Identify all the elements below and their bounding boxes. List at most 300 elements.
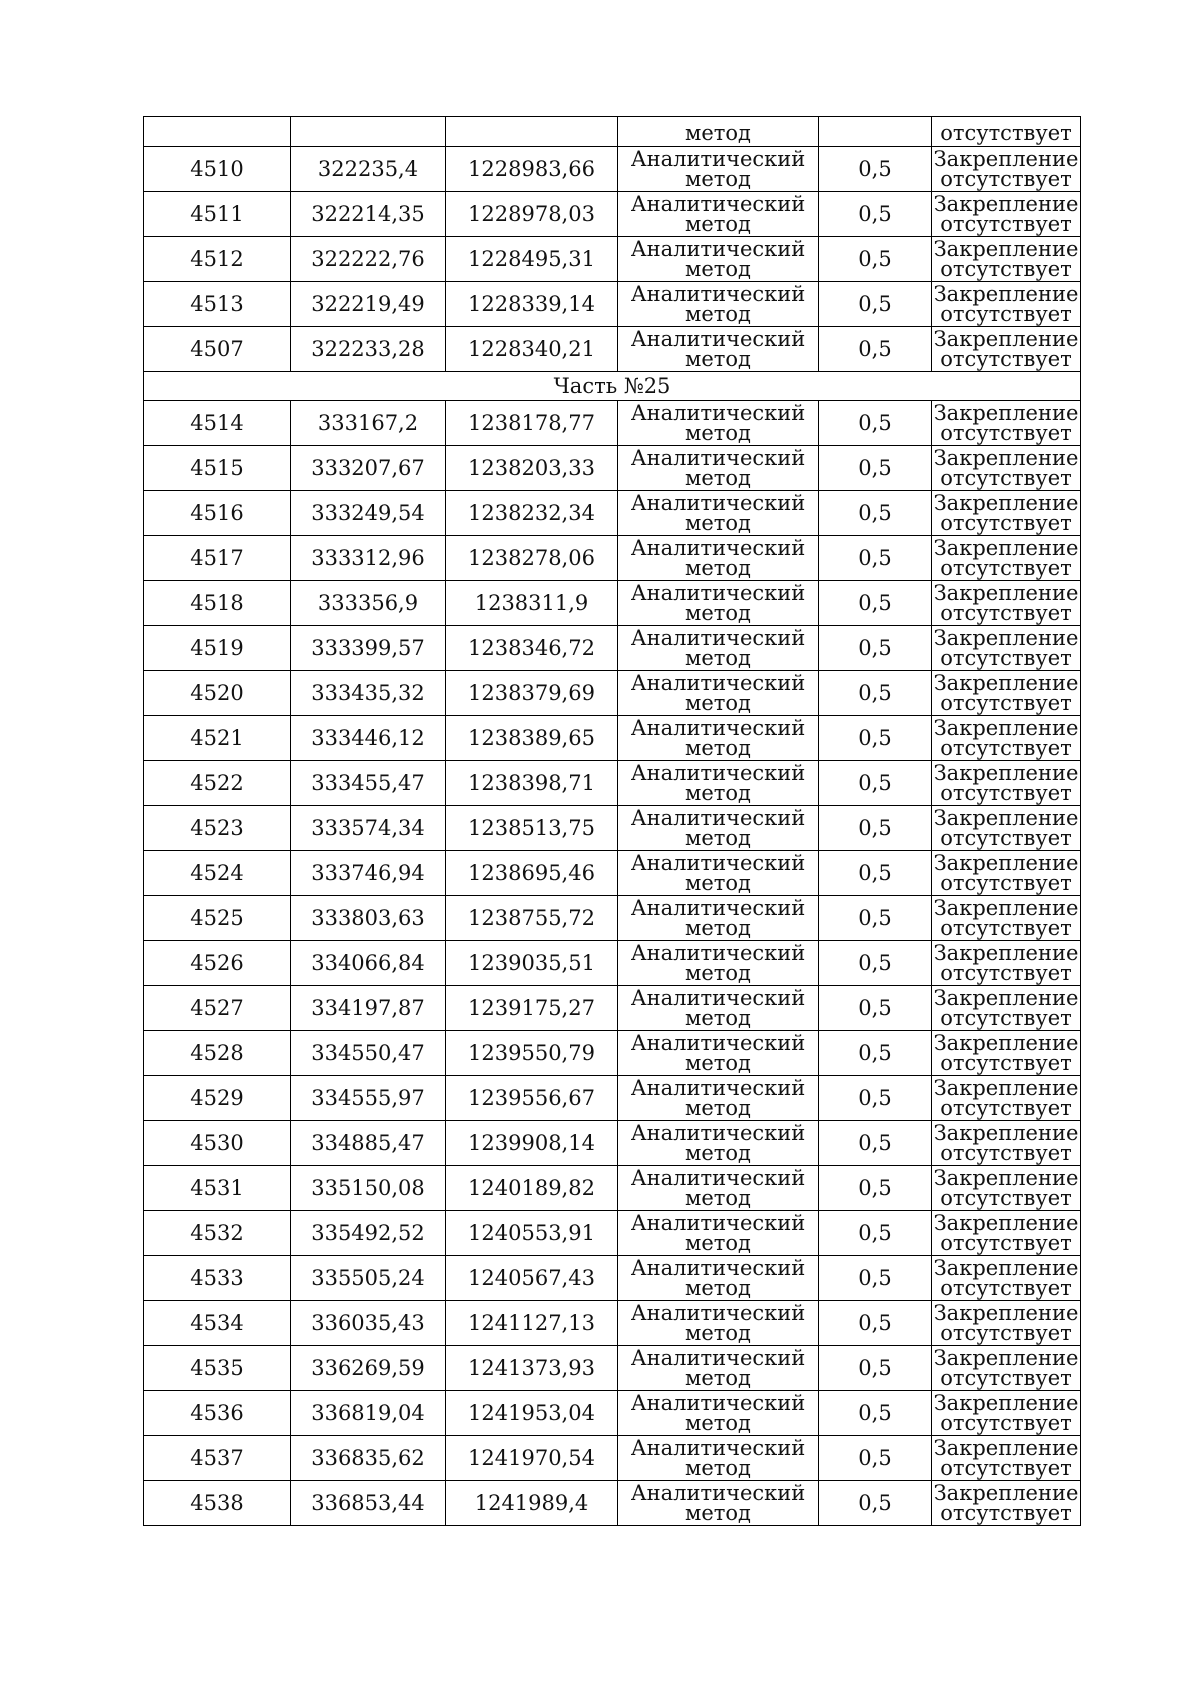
y-coordinate-cell: 1228495,31 [446, 237, 618, 282]
accuracy-cell: 0,5 [819, 1031, 932, 1076]
method-line-1: Аналитический [630, 670, 806, 695]
table-row [144, 896, 1081, 941]
y-coordinate-cell: 1228983,66 [446, 147, 618, 192]
fixing-cell [932, 1256, 1081, 1301]
y-coordinate-cell: 1228978,03 [446, 192, 618, 237]
x-coordinate-cell: 334066,84 [291, 941, 446, 986]
method-line-2: метод [685, 600, 751, 625]
method-cell [618, 1076, 819, 1121]
fixing-cell [932, 282, 1081, 327]
fixing-cell [932, 147, 1081, 192]
point-number-cell: 4511 [144, 192, 291, 237]
fixing-line-1: Закрепление [933, 985, 1079, 1010]
fixing-cell [932, 1436, 1081, 1481]
method-line-1: Аналитический [630, 281, 806, 306]
fixing-cell [932, 491, 1081, 536]
method-line-1: Аналитический [630, 1030, 806, 1055]
method-cell [618, 192, 819, 237]
method-text: метод [685, 121, 751, 145]
method-line-2: метод [685, 1050, 751, 1075]
method-line-1: Аналитический [630, 1075, 806, 1100]
table-row [144, 192, 1081, 237]
table-row [144, 806, 1081, 851]
accuracy-cell: 0,5 [819, 1211, 932, 1256]
method-cell [618, 941, 819, 986]
y-coordinate-cell: 1238203,33 [446, 446, 618, 491]
point-number-cell: 4520 [144, 671, 291, 716]
y-coordinate-cell: 1238178,77 [446, 401, 618, 446]
method-cell [618, 806, 819, 851]
table-row [144, 147, 1081, 192]
fixing-cell [932, 1301, 1081, 1346]
fixing-line-2: отсутствует [940, 1455, 1072, 1480]
fixing-cell [932, 671, 1081, 716]
accuracy-cell: 0,5 [819, 1481, 932, 1526]
y-coordinate-cell: 1238278,06 [446, 536, 618, 581]
x-coordinate-cell [291, 117, 446, 147]
fixing-line-2: отсутствует [940, 1365, 1072, 1390]
accuracy-cell: 0,5 [819, 192, 932, 237]
fixing-line-2: отсутствует [940, 256, 1072, 281]
fixing-line-2: отсутствует [940, 166, 1072, 191]
y-coordinate-cell: 1241373,93 [446, 1346, 618, 1391]
method-cell [618, 1211, 819, 1256]
method-cell [618, 327, 819, 372]
method-line-1: Аналитический [630, 1345, 806, 1370]
y-coordinate-cell: 1238311,9 [446, 581, 618, 626]
point-number-cell: 4535 [144, 1346, 291, 1391]
fixing-line-1: Закрепление [933, 1300, 1079, 1325]
y-coordinate-cell: 1239550,79 [446, 1031, 618, 1076]
method-line-2: метод [685, 1320, 751, 1345]
x-coordinate-cell: 333167,2 [291, 401, 446, 446]
method-cell [618, 986, 819, 1031]
fixing-cell [932, 806, 1081, 851]
method-line-1: Аналитический [630, 400, 806, 425]
method-line-2: метод [685, 346, 751, 371]
method-line-1: Аналитический [630, 1210, 806, 1235]
method-line-2: метод [685, 1095, 751, 1120]
method-cell [618, 117, 819, 147]
method-line-2: метод [685, 1410, 751, 1435]
fixing-line-2: отсутствует [940, 1095, 1072, 1120]
method-line-2: метод [685, 301, 751, 326]
table-row [144, 986, 1081, 1031]
fixing-line-1: Закрепление [933, 1165, 1079, 1190]
method-cell [618, 1346, 819, 1391]
x-coordinate-cell: 336269,59 [291, 1346, 446, 1391]
fixing-line-1: Закрепление [933, 326, 1079, 351]
method-cell [618, 1031, 819, 1076]
y-coordinate-cell: 1239175,27 [446, 986, 618, 1031]
x-coordinate-cell: 335492,52 [291, 1211, 446, 1256]
point-number-cell: 4523 [144, 806, 291, 851]
table-row [144, 851, 1081, 896]
fixing-line-1: Закрепление [933, 1480, 1079, 1505]
fixing-line-1: Закрепление [933, 625, 1079, 650]
accuracy-cell [819, 117, 932, 147]
point-number-cell: 4515 [144, 446, 291, 491]
fixing-line-1: Закрепление [933, 1255, 1079, 1280]
y-coordinate-cell: 1241970,54 [446, 1436, 618, 1481]
accuracy-cell: 0,5 [819, 401, 932, 446]
method-line-2: метод [685, 960, 751, 985]
method-line-1: Аналитический [630, 1435, 806, 1460]
x-coordinate-cell: 336035,43 [291, 1301, 446, 1346]
continuation-row [144, 117, 1081, 147]
fixing-line-2: отсутствует [940, 1005, 1072, 1030]
method-line-2: метод [685, 211, 751, 236]
x-coordinate-cell: 333574,34 [291, 806, 446, 851]
method-line-1: Аналитический [630, 1300, 806, 1325]
point-number-cell: 4514 [144, 401, 291, 446]
x-coordinate-cell: 333455,47 [291, 761, 446, 806]
x-coordinate-cell: 333435,32 [291, 671, 446, 716]
method-cell [618, 1301, 819, 1346]
part-header-row [144, 372, 1081, 401]
point-number-cell: 4528 [144, 1031, 291, 1076]
table-row [144, 761, 1081, 806]
table-row [144, 1481, 1081, 1526]
y-coordinate-cell: 1238695,46 [446, 851, 618, 896]
fixing-cell [932, 1166, 1081, 1211]
fixing-line-1: Закрепление [933, 1345, 1079, 1370]
point-number-cell: 4532 [144, 1211, 291, 1256]
method-cell [618, 491, 819, 536]
method-cell [618, 896, 819, 941]
y-coordinate-cell: 1238346,72 [446, 626, 618, 671]
table-row [144, 716, 1081, 761]
y-coordinate-cell: 1240567,43 [446, 1256, 618, 1301]
fixing-cell [932, 117, 1081, 147]
method-line-2: метод [685, 1455, 751, 1480]
fixing-line-1: Закрепление [933, 445, 1079, 470]
accuracy-cell: 0,5 [819, 147, 932, 192]
fixing-cell [932, 192, 1081, 237]
part-title: Часть №25 [144, 372, 1081, 401]
accuracy-cell: 0,5 [819, 1166, 932, 1211]
y-coordinate-cell: 1240189,82 [446, 1166, 618, 1211]
coordinates-table-body [144, 117, 1081, 1526]
method-line-1: Аналитический [630, 715, 806, 740]
y-coordinate-cell: 1238755,72 [446, 896, 618, 941]
method-line-1: Аналитический [630, 1480, 806, 1505]
method-cell [618, 1121, 819, 1166]
x-coordinate-cell: 333207,67 [291, 446, 446, 491]
method-line-2: метод [685, 825, 751, 850]
method-line-2: метод [685, 555, 751, 580]
accuracy-cell: 0,5 [819, 327, 932, 372]
fixing-cell [932, 401, 1081, 446]
method-cell [618, 147, 819, 192]
point-number-cell: 4533 [144, 1256, 291, 1301]
x-coordinate-cell: 322235,4 [291, 147, 446, 192]
method-line-2: метод [685, 1230, 751, 1255]
y-coordinate-cell: 1239908,14 [446, 1121, 618, 1166]
point-number-cell: 4517 [144, 536, 291, 581]
x-coordinate-cell: 335505,24 [291, 1256, 446, 1301]
fixing-line-2: отсутствует [940, 420, 1072, 445]
fixing-cell [932, 986, 1081, 1031]
fixing-line-2: отсутствует [940, 1410, 1072, 1435]
y-coordinate-cell: 1238379,69 [446, 671, 618, 716]
fixing-line-2: отсутствует [940, 346, 1072, 371]
method-line-1: Аналитический [630, 236, 806, 261]
accuracy-cell: 0,5 [819, 1436, 932, 1481]
table-row [144, 1166, 1081, 1211]
fixing-line-1: Закрепление [933, 281, 1079, 306]
fixing-cell [932, 536, 1081, 581]
method-line-2: метод [685, 1275, 751, 1300]
fixing-line-1: Закрепление [933, 850, 1079, 875]
fixing-line-2: отсутствует [940, 1050, 1072, 1075]
point-number-cell: 4534 [144, 1301, 291, 1346]
point-number-cell: 4518 [144, 581, 291, 626]
fixing-cell [932, 716, 1081, 761]
fixing-line-1: Закрепление [933, 670, 1079, 695]
accuracy-cell: 0,5 [819, 446, 932, 491]
method-line-2: метод [685, 1140, 751, 1165]
method-cell [618, 671, 819, 716]
method-line-1: Аналитический [630, 1390, 806, 1415]
method-cell [618, 536, 819, 581]
accuracy-cell: 0,5 [819, 581, 932, 626]
fixing-cell [932, 851, 1081, 896]
point-number-cell: 4521 [144, 716, 291, 761]
fixing-cell [932, 896, 1081, 941]
coordinates-table [143, 116, 1081, 1526]
fixing-line-1: Закрепление [933, 805, 1079, 830]
method-line-1: Аналитический [630, 146, 806, 171]
point-number-cell: 4522 [144, 761, 291, 806]
x-coordinate-cell: 335150,08 [291, 1166, 446, 1211]
table-row [144, 1436, 1081, 1481]
accuracy-cell: 0,5 [819, 626, 932, 671]
y-coordinate-cell: 1241989,4 [446, 1481, 618, 1526]
method-line-1: Аналитический [630, 580, 806, 605]
method-cell [618, 1166, 819, 1211]
point-number-cell: 4510 [144, 147, 291, 192]
fixing-line-1: Закрепление [933, 400, 1079, 425]
point-number-cell: 4537 [144, 1436, 291, 1481]
method-line-1: Аналитический [630, 1255, 806, 1280]
accuracy-cell: 0,5 [819, 282, 932, 327]
fixing-cell [932, 1211, 1081, 1256]
method-line-1: Аналитический [630, 850, 806, 875]
x-coordinate-cell: 322222,76 [291, 237, 446, 282]
accuracy-cell: 0,5 [819, 671, 932, 716]
table-row [144, 1391, 1081, 1436]
method-line-2: метод [685, 256, 751, 281]
y-coordinate-cell: 1228340,21 [446, 327, 618, 372]
fixing-line-2: отсутствует [940, 825, 1072, 850]
point-number-cell: 4516 [144, 491, 291, 536]
method-line-2: метод [685, 1005, 751, 1030]
fixing-line-1: Закрепление [933, 715, 1079, 740]
method-cell [618, 237, 819, 282]
fixing-line-2: отсутствует [940, 211, 1072, 236]
point-number-cell [144, 117, 291, 147]
fixing-line-2: отсутствует [940, 1320, 1072, 1345]
fixing-line-2: отсутствует [940, 510, 1072, 535]
fixing-line-1: Закрепление [933, 895, 1079, 920]
fixing-cell [932, 1031, 1081, 1076]
point-number-cell: 4524 [144, 851, 291, 896]
point-number-cell: 4529 [144, 1076, 291, 1121]
x-coordinate-cell: 336853,44 [291, 1481, 446, 1526]
x-coordinate-cell: 322214,35 [291, 192, 446, 237]
accuracy-cell: 0,5 [819, 986, 932, 1031]
table-row [144, 1256, 1081, 1301]
fixing-cell [932, 761, 1081, 806]
accuracy-cell: 0,5 [819, 851, 932, 896]
method-line-2: метод [685, 1185, 751, 1210]
table-row [144, 237, 1081, 282]
y-coordinate-cell: 1238232,34 [446, 491, 618, 536]
x-coordinate-cell: 336835,62 [291, 1436, 446, 1481]
method-cell [618, 1256, 819, 1301]
method-line-1: Аналитический [630, 985, 806, 1010]
method-line-1: Аналитический [630, 760, 806, 785]
method-cell [618, 581, 819, 626]
fixing-line-2: отсутствует [940, 1185, 1072, 1210]
fixing-cell [932, 1346, 1081, 1391]
method-cell [618, 446, 819, 491]
x-coordinate-cell: 333312,96 [291, 536, 446, 581]
method-line-2: метод [685, 645, 751, 670]
point-number-cell: 4526 [144, 941, 291, 986]
method-line-1: Аналитический [630, 535, 806, 560]
fixing-line-2: отсутствует [940, 960, 1072, 985]
accuracy-cell: 0,5 [819, 1256, 932, 1301]
accuracy-cell: 0,5 [819, 941, 932, 986]
y-coordinate-cell: 1240553,91 [446, 1211, 618, 1256]
method-line-1: Аналитический [630, 445, 806, 470]
x-coordinate-cell: 334885,47 [291, 1121, 446, 1166]
method-cell [618, 761, 819, 806]
fixing-cell [932, 446, 1081, 491]
fixing-line-2: отсутствует [940, 1275, 1072, 1300]
accuracy-cell: 0,5 [819, 806, 932, 851]
method-cell [618, 401, 819, 446]
point-number-cell: 4531 [144, 1166, 291, 1211]
accuracy-cell: 0,5 [819, 1121, 932, 1166]
method-line-2: метод [685, 510, 751, 535]
y-coordinate-cell: 1228339,14 [446, 282, 618, 327]
method-line-2: метод [685, 690, 751, 715]
accuracy-cell: 0,5 [819, 1346, 932, 1391]
method-line-1: Аналитический [630, 490, 806, 515]
table-row [144, 1211, 1081, 1256]
fixing-cell [932, 941, 1081, 986]
fixing-line-1: Закрепление [933, 535, 1079, 560]
x-coordinate-cell: 334550,47 [291, 1031, 446, 1076]
fixing-line-1: Закрепление [933, 940, 1079, 965]
x-coordinate-cell: 322219,49 [291, 282, 446, 327]
x-coordinate-cell: 333746,94 [291, 851, 446, 896]
fixing-cell [932, 626, 1081, 671]
method-cell [618, 1436, 819, 1481]
method-line-1: Аналитический [630, 805, 806, 830]
fixing-line-2: отсутствует [940, 600, 1072, 625]
table-row [144, 1301, 1081, 1346]
accuracy-cell: 0,5 [819, 896, 932, 941]
accuracy-cell: 0,5 [819, 1076, 932, 1121]
accuracy-cell: 0,5 [819, 761, 932, 806]
y-coordinate-cell: 1241953,04 [446, 1391, 618, 1436]
fixing-line-1: Закрепление [933, 1210, 1079, 1235]
method-line-1: Аналитический [630, 1120, 806, 1145]
fixing-line-2: отсутствует [940, 465, 1072, 490]
fixing-cell [932, 1121, 1081, 1166]
method-cell [618, 282, 819, 327]
accuracy-cell: 0,5 [819, 1301, 932, 1346]
fixing-cell [932, 1076, 1081, 1121]
table-row [144, 1346, 1081, 1391]
method-line-2: метод [685, 1365, 751, 1390]
fixing-line-2: отсутствует [940, 301, 1072, 326]
fixing-line-1: Закрепление [933, 490, 1079, 515]
method-line-2: метод [685, 780, 751, 805]
x-coordinate-cell: 336819,04 [291, 1391, 446, 1436]
table-row [144, 626, 1081, 671]
fixing-line-2: отсутствует [940, 735, 1072, 760]
fixing-line-1: Закрепление [933, 1120, 1079, 1145]
accuracy-cell: 0,5 [819, 1391, 932, 1436]
fixing-line-2: отсутствует [940, 555, 1072, 580]
table-row [144, 536, 1081, 581]
method-cell [618, 851, 819, 896]
table-row [144, 401, 1081, 446]
accuracy-cell: 0,5 [819, 491, 932, 536]
table-row [144, 1121, 1081, 1166]
method-cell [618, 716, 819, 761]
point-number-cell: 4525 [144, 896, 291, 941]
fixing-line-2: отсутствует [940, 645, 1072, 670]
x-coordinate-cell: 334197,87 [291, 986, 446, 1031]
point-number-cell: 4527 [144, 986, 291, 1031]
table-row [144, 491, 1081, 536]
table-row [144, 1031, 1081, 1076]
fixing-cell [932, 327, 1081, 372]
x-coordinate-cell: 334555,97 [291, 1076, 446, 1121]
fixing-line-2: отсутствует [940, 1500, 1072, 1525]
fixing-cell [932, 1481, 1081, 1526]
fixing-line-2: отсутствует [940, 1230, 1072, 1255]
fixing-line-1: Закрепление [933, 191, 1079, 216]
fixing-line-2: отсутствует [940, 1140, 1072, 1165]
point-number-cell: 4536 [144, 1391, 291, 1436]
fixing-cell [932, 237, 1081, 282]
y-coordinate-cell: 1239035,51 [446, 941, 618, 986]
method-line-1: Аналитический [630, 191, 806, 216]
x-coordinate-cell: 322233,28 [291, 327, 446, 372]
point-number-cell: 4519 [144, 626, 291, 671]
fixing-line-2: отсутствует [940, 690, 1072, 715]
point-number-cell: 4513 [144, 282, 291, 327]
point-number-cell: 4538 [144, 1481, 291, 1526]
fixing-line-1: Закрепление [933, 146, 1079, 171]
fixing-line-2: отсутствует [940, 915, 1072, 940]
fixing-line-1: Закрепление [933, 760, 1079, 785]
x-coordinate-cell: 333446,12 [291, 716, 446, 761]
method-cell [618, 626, 819, 671]
table-row [144, 671, 1081, 716]
fixing-line-1: Закрепление [933, 1075, 1079, 1100]
point-number-cell: 4530 [144, 1121, 291, 1166]
method-line-2: метод [685, 420, 751, 445]
method-line-2: метод [685, 465, 751, 490]
